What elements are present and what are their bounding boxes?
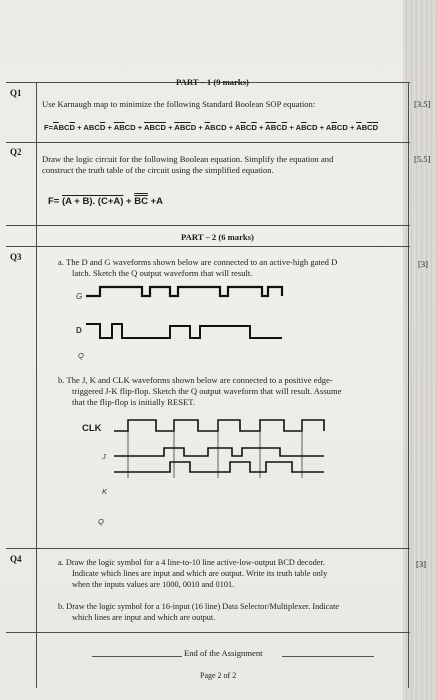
- q1-term: [53, 123, 75, 132]
- q1-term: [356, 123, 378, 132]
- q1-term-literal: C: [306, 123, 313, 132]
- q2-marks: [5.5]: [414, 154, 431, 164]
- q1-term-literal: $\overline{D}$: [281, 123, 288, 132]
- q2-eq-bc: BC: [134, 196, 148, 207]
- q2-eq-group: (A + B). (C+A): [62, 196, 124, 207]
- q3-marks: [3]: [418, 259, 429, 269]
- q1-term-literal: $\overline{D}$: [372, 123, 379, 132]
- q4a-line1: a. Draw the logic symbol for a 4 line-to-10 line active-low-output BCD decoder.: [58, 558, 325, 567]
- wave-j-label: J: [102, 452, 106, 461]
- q1-term-literal: $\overline{A}$: [356, 123, 362, 132]
- q1-term-literal: $\overline{C}$: [367, 123, 373, 132]
- q1-term: [265, 123, 287, 132]
- q3b-line2: triggered J-K flip-flop. Sketch the Q output waveform that will result. Assume: [72, 386, 342, 396]
- q1-plus-sign: +: [196, 123, 205, 132]
- q1-term-literal: $\overline{B}$: [331, 123, 337, 132]
- clk-rising-edge-guides: [128, 420, 302, 478]
- q4-number: Q4: [10, 554, 22, 564]
- q1-plus-sign: +: [135, 123, 145, 132]
- wave-q-label: Q: [78, 351, 84, 360]
- q1-term-literal: $\overline{B}$: [149, 123, 155, 132]
- wave-j: [114, 448, 324, 456]
- q1-term: [83, 123, 105, 132]
- q1-term-literal: $\overline{A}$: [53, 123, 59, 132]
- q1-term-literal: A: [83, 123, 89, 132]
- q3a-line2: latch. Sketch the Q output waveform that will result.: [72, 268, 253, 278]
- end-of-assignment-text: End of the Assignment: [184, 648, 263, 658]
- q1-term-literal: D: [130, 123, 136, 132]
- q1-term-literal: $\overline{A}$: [113, 123, 120, 132]
- q1-eq-prefix: F=: [44, 123, 54, 132]
- q1-term-literal: B: [210, 123, 216, 132]
- q1-plus-sign: +: [287, 123, 296, 132]
- q1-term: [205, 123, 227, 132]
- q1-term-literal: D: [221, 123, 227, 132]
- q4a-line3: when the inputs values are 1000, 0010 and 0101.: [72, 580, 235, 589]
- q1-plus-sign: +: [256, 123, 266, 132]
- table-left-divider: [36, 82, 37, 688]
- q3b-line1: b. The J, K and CLK waveforms shown below are connected to a positive edge-: [58, 375, 333, 385]
- q2-boolean-equation: [48, 196, 163, 207]
- q1-term-literal: $\overline{B}$: [179, 123, 186, 132]
- q1-term-literal: C: [124, 123, 131, 132]
- q2-eq-tail: +A: [147, 196, 164, 207]
- q1-term-literal: C: [94, 123, 100, 132]
- q3b-line3: that the flip-flop is initially RESET.: [72, 397, 196, 407]
- wave-q-b-label: Q: [98, 517, 104, 526]
- q1-plus-sign: +: [317, 123, 326, 132]
- q1-term-literal: B: [88, 123, 95, 132]
- footer-rule-left: [92, 656, 182, 657]
- q1-plus-sign: +: [226, 123, 235, 132]
- q3-number: Q3: [10, 252, 22, 262]
- q1-plus-sign: +: [165, 123, 175, 132]
- q4a-line2: Indicate which lines are input and which are output. Write its truth table only: [72, 569, 328, 578]
- wave-g-label: G: [76, 292, 83, 301]
- q2-eq-prefix: F=: [48, 196, 62, 207]
- part2-bottom-rule: [6, 246, 410, 247]
- q1-term-literal: $\overline{D}$: [160, 123, 166, 132]
- q1-term: [296, 123, 318, 132]
- wave-clk-label: CLK: [82, 423, 102, 434]
- q1-term-literal: A: [295, 123, 302, 132]
- table-right-divider: [408, 82, 409, 688]
- q1-sop-equation: [44, 123, 378, 132]
- page-number: Page 2 of 2: [200, 671, 237, 680]
- wave-k-label: K: [102, 487, 108, 496]
- q1-term-literal: $\overline{A}$: [144, 123, 150, 132]
- wave-clk: [114, 420, 324, 431]
- q2-number: Q2: [10, 147, 22, 157]
- q1-term-literal: C: [215, 123, 222, 132]
- q2-question-line2: construct the truth table of the circuit using the simplified equation.: [42, 165, 274, 175]
- q2-question-line1: Draw the logic circuit for the following Boolean equation. Simplify the equation and: [42, 154, 334, 164]
- q1-term-literal: $\overline{C}$: [154, 123, 161, 132]
- q1-marks: [3.5]: [414, 99, 431, 109]
- q1-term: [235, 123, 257, 132]
- wave-d: [86, 324, 282, 338]
- part2-heading: PART – 2 (6 marks): [181, 232, 254, 242]
- q1-term-literal: $\overline{D}$: [251, 123, 257, 132]
- q1-term-literal: $\overline{B}$: [240, 123, 246, 132]
- q3a-waveform-diagram: [60, 282, 300, 368]
- q1-term-literal: C: [245, 123, 252, 132]
- q2-eq-plus: +: [123, 196, 135, 207]
- q1-term: [326, 123, 348, 132]
- q4-bottom-rule: [6, 632, 410, 633]
- q1-term-literal: A: [325, 123, 332, 132]
- footer-rule-right: [282, 656, 374, 657]
- q3b-waveform-diagram: [70, 412, 340, 532]
- q1-bottom-rule: [6, 142, 410, 143]
- q4-marks: [3]: [416, 559, 427, 569]
- q1-term-literal: $\overline{B}$: [301, 123, 307, 132]
- q4b-line2: which lines are input and which are output.: [72, 613, 216, 622]
- q1-term-literal: $\overline{B}$: [119, 123, 125, 132]
- q1-plus-sign: +: [75, 123, 84, 132]
- q1-term-literal: D: [190, 123, 197, 132]
- q1-term-literal: C: [64, 123, 70, 132]
- wave-d-label: D: [76, 326, 82, 335]
- q1-term-literal: $\overline{D}$: [69, 123, 76, 132]
- q1-question-text: Use Karnaugh map to minimize the following Standard Boolean SOP equation:: [42, 99, 316, 109]
- q3a-line1: a. The D and G waveforms shown below are connected to an active-high gated D: [58, 257, 338, 267]
- q1-term-literal: $\overline{A}$: [204, 123, 211, 132]
- q1-term-literal: B: [58, 123, 65, 132]
- q2-bottom-rule: [6, 225, 410, 226]
- q1-number: Q1: [10, 88, 22, 98]
- q1-term-literal: $\overline{B}$: [270, 123, 277, 132]
- q1-term-literal: $\overline{A}$: [174, 123, 180, 132]
- q1-plus-sign: +: [105, 123, 114, 132]
- wave-g: [86, 287, 282, 296]
- q3-bottom-rule: [6, 548, 410, 549]
- q1-term-literal: B: [361, 123, 368, 132]
- q1-term-literal: D: [312, 123, 318, 132]
- q1-term-literal: C: [276, 123, 282, 132]
- q1-term-literal: C: [336, 123, 343, 132]
- wave-k: [114, 462, 324, 472]
- q1-term: [144, 123, 166, 132]
- q1-term: [174, 123, 196, 132]
- q4b-line1: b. Draw the logic symbol for a 16-input (16 line) Data Selector/Multiplexer. Indicate: [58, 602, 340, 611]
- q1-term: [114, 123, 136, 132]
- q1-term-literal: $\overline{C}$: [185, 123, 191, 132]
- q1-plus-sign: +: [347, 123, 357, 132]
- q1-term-literal: D: [342, 123, 348, 132]
- part1-heading: PART – 1 (9 marks): [176, 77, 249, 87]
- q1-term-literal: A: [234, 123, 241, 132]
- q1-term-literal: $\overline{A}$: [265, 123, 271, 132]
- q1-term-literal: $\overline{D}$: [99, 123, 106, 132]
